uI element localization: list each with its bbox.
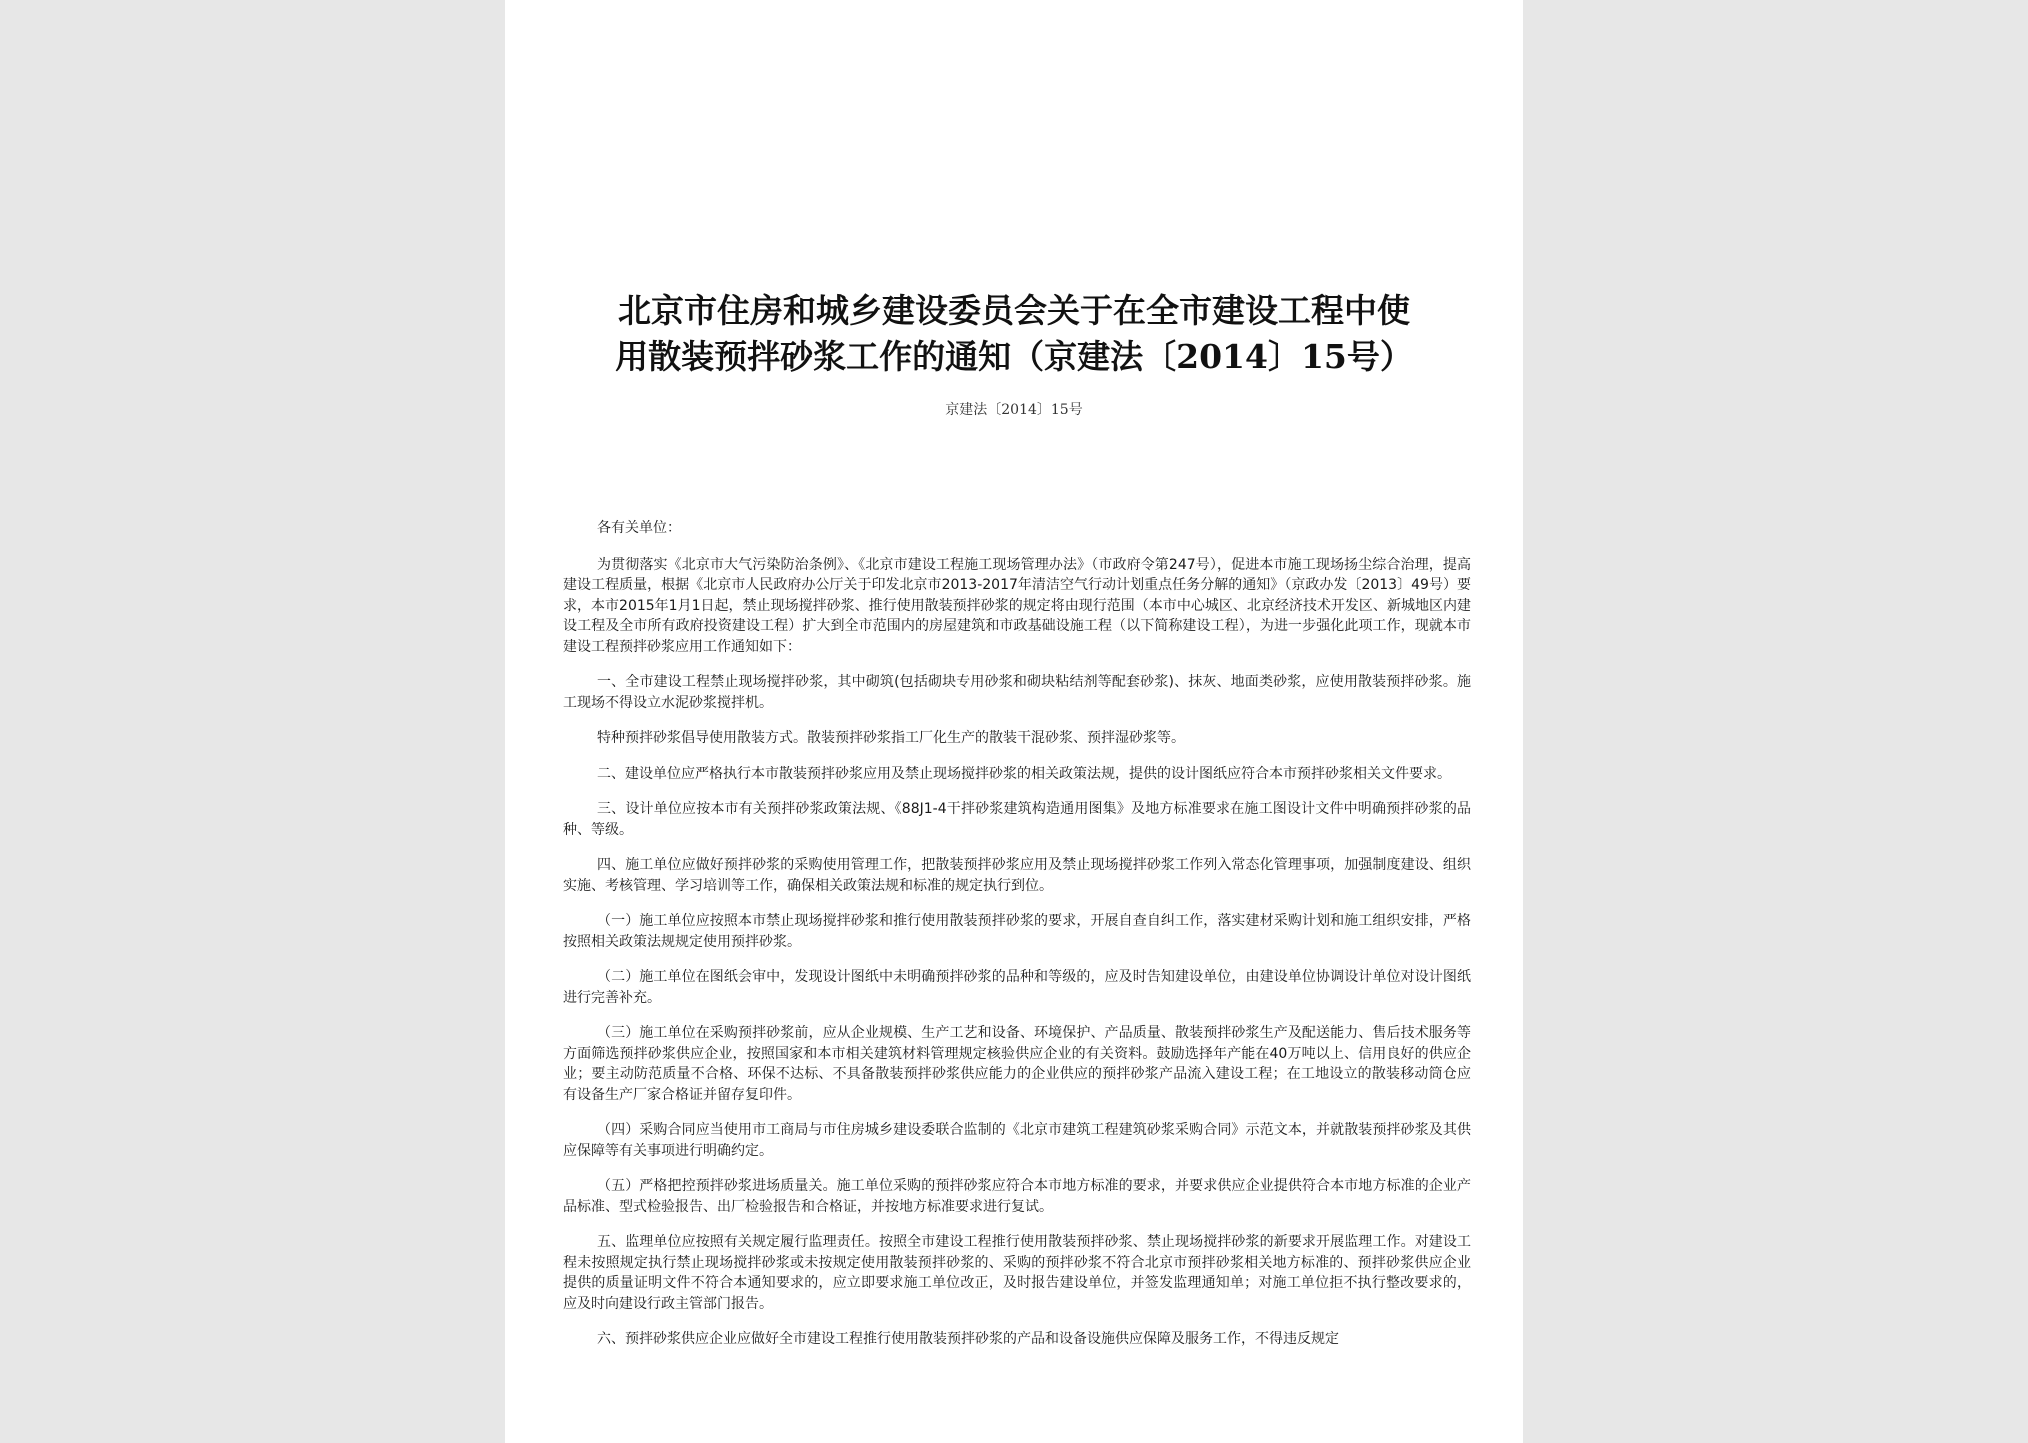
- paragraph: 为贯彻落实《北京市大气污染防治条例》、《北京市建设工程施工现场管理办法》（市政府令第247号），促进本市施工现场扬尘综合治理，提高建设工程质量，根据《北京市人民政府办公厅关于印发北京市2013-2017年清洁空气行动计划重点任务分解的通知》（京政办发〔2013〕49号）要求，本市2015年1月1日起，禁止现场搅拌砂浆、推行使用散装预拌砂浆的规定将由现行范围（本市中心城区、北京经济技术开发区、新城地区内建设工程及全市所有政府投资建设工程）扩大到全市范围内的房屋建筑和市政基础设施工程（以下简称建设工程），为进一步强化此项工作，现就本市建设工程预拌砂浆应用工作通知如下：: [563, 556, 1471, 655]
- title-line-1: 北京市住房和城乡建设委员会关于在全市建设工程中使: [618, 291, 1410, 330]
- paragraph: （二）施工单位在图纸会审中，发现设计图纸中未明确预拌砂浆的品种和等级的，应及时告知建设单位，由建设单位协调设计单位对设计图纸进行完善补充。: [563, 969, 1471, 1006]
- paragraph: （五）严格把控预拌砂浆进场质量关。施工单位采购的预拌砂浆应符合本市地方标准的要求，并要求供应企业提供符合本市地方标准的企业产品标准、型式检验报告、出厂检验报告和合格证，并按地方标准要求进行复试。: [563, 1178, 1471, 1215]
- paragraph: 四、施工单位应做好预拌砂浆的采购使用管理工作，把散装预拌砂浆应用及禁止现场搅拌砂浆工作列入常态化管理事项，加强制度建设、组织实施、考核管理、学习培训等工作，确保相关政策法规和标准的规定执行到位。: [563, 857, 1471, 894]
- paragraph: 六、预拌砂浆供应企业应做好全市建设工程推行使用散装预拌砂浆的产品和设备设施供应保障及服务工作，不得违反规定: [597, 1331, 1339, 1347]
- paragraph: 五、监理单位应按照有关规定履行监理责任。按照全市建设工程推行使用散装预拌砂浆、禁止现场搅拌砂浆的新要求开展监理工作。对建设工程未按照规定执行禁止现场搅拌砂浆或未按规定使用散装预拌砂浆的、采购的预拌砂浆不符合北京市预拌砂浆相关地方标准的、预拌砂浆供应企业提供的质量证明文件不符合本通知要求的，应立即要求施工单位改正，及时报告建设单位，并签发监理通知单；对施工单位拒不执行整改要求的，应及时向建设行政主管部门报告。: [563, 1234, 1471, 1312]
- paragraph: 三、设计单位应按本市有关预拌砂浆政策法规、《88J1-4干拌砂浆建筑构造通用图集》及地方标准要求在施工图设计文件中明确预拌砂浆的品种、等级。: [563, 801, 1471, 838]
- paragraph: 二、建设单位应严格执行本市散装预拌砂浆应用及禁止现场搅拌砂浆的相关政策法规，提供的设计图纸应符合本市预拌砂浆相关文件要求。: [597, 765, 1451, 782]
- document-title: [545, 288, 1483, 380]
- paragraph: （四）采购合同应当使用市工商局与市住房城乡建设委联合监制的《北京市建筑工程建筑砂浆采购合同》示范文本，并就散装预拌砂浆及其供应保障等有关事项进行明确约定。: [563, 1122, 1471, 1159]
- paragraph: （一）施工单位应按照本市禁止现场搅拌砂浆和推行使用散装预拌砂浆的要求，开展自查自纠工作，落实建材采购计划和施工组织安排，严格按照相关政策法规规定使用预拌砂浆。: [563, 913, 1471, 950]
- title-line-2: 用散装预拌砂浆工作的通知（京建法〔2014〕15号）: [615, 337, 1413, 376]
- salutation: 各有关单位：: [597, 520, 681, 536]
- paragraph: 特种预拌砂浆倡导使用散装方式。散装预拌砂浆指工厂化生产的散装干混砂浆、预拌湿砂浆等。: [597, 730, 1185, 746]
- document-page: [505, 0, 1523, 1443]
- paragraph: 一、全市建设工程禁止现场搅拌砂浆，其中砌筑(包括砌块专用砂浆和砌块粘结剂等配套砂浆)、抹灰、地面类砂浆，应使用散装预拌砂浆。施工现场不得设立水泥砂浆搅拌机。: [563, 674, 1471, 711]
- document-body: [563, 518, 1471, 1365]
- paragraph: （三）施工单位在采购预拌砂浆前，应从企业规模、生产工艺和设备、环境保护、产品质量、散装预拌砂浆生产及配送能力、售后技术服务等方面筛选预拌砂浆供应企业，按照国家和本市相关建筑材料管理规定核验供应企业的有关资料。鼓励选择年产能在40万吨以上、信用良好的供应企业；要主动防范质量不合格、环保不达标、不具备散装预拌砂浆供应能力的企业供应的预拌砂浆产品流入建设工程；在工地设立的散装移动筒仓应有设备生产厂家合格证并留存复印件。: [563, 1025, 1471, 1103]
- document-number: 京建法〔2014〕15号: [945, 402, 1083, 418]
